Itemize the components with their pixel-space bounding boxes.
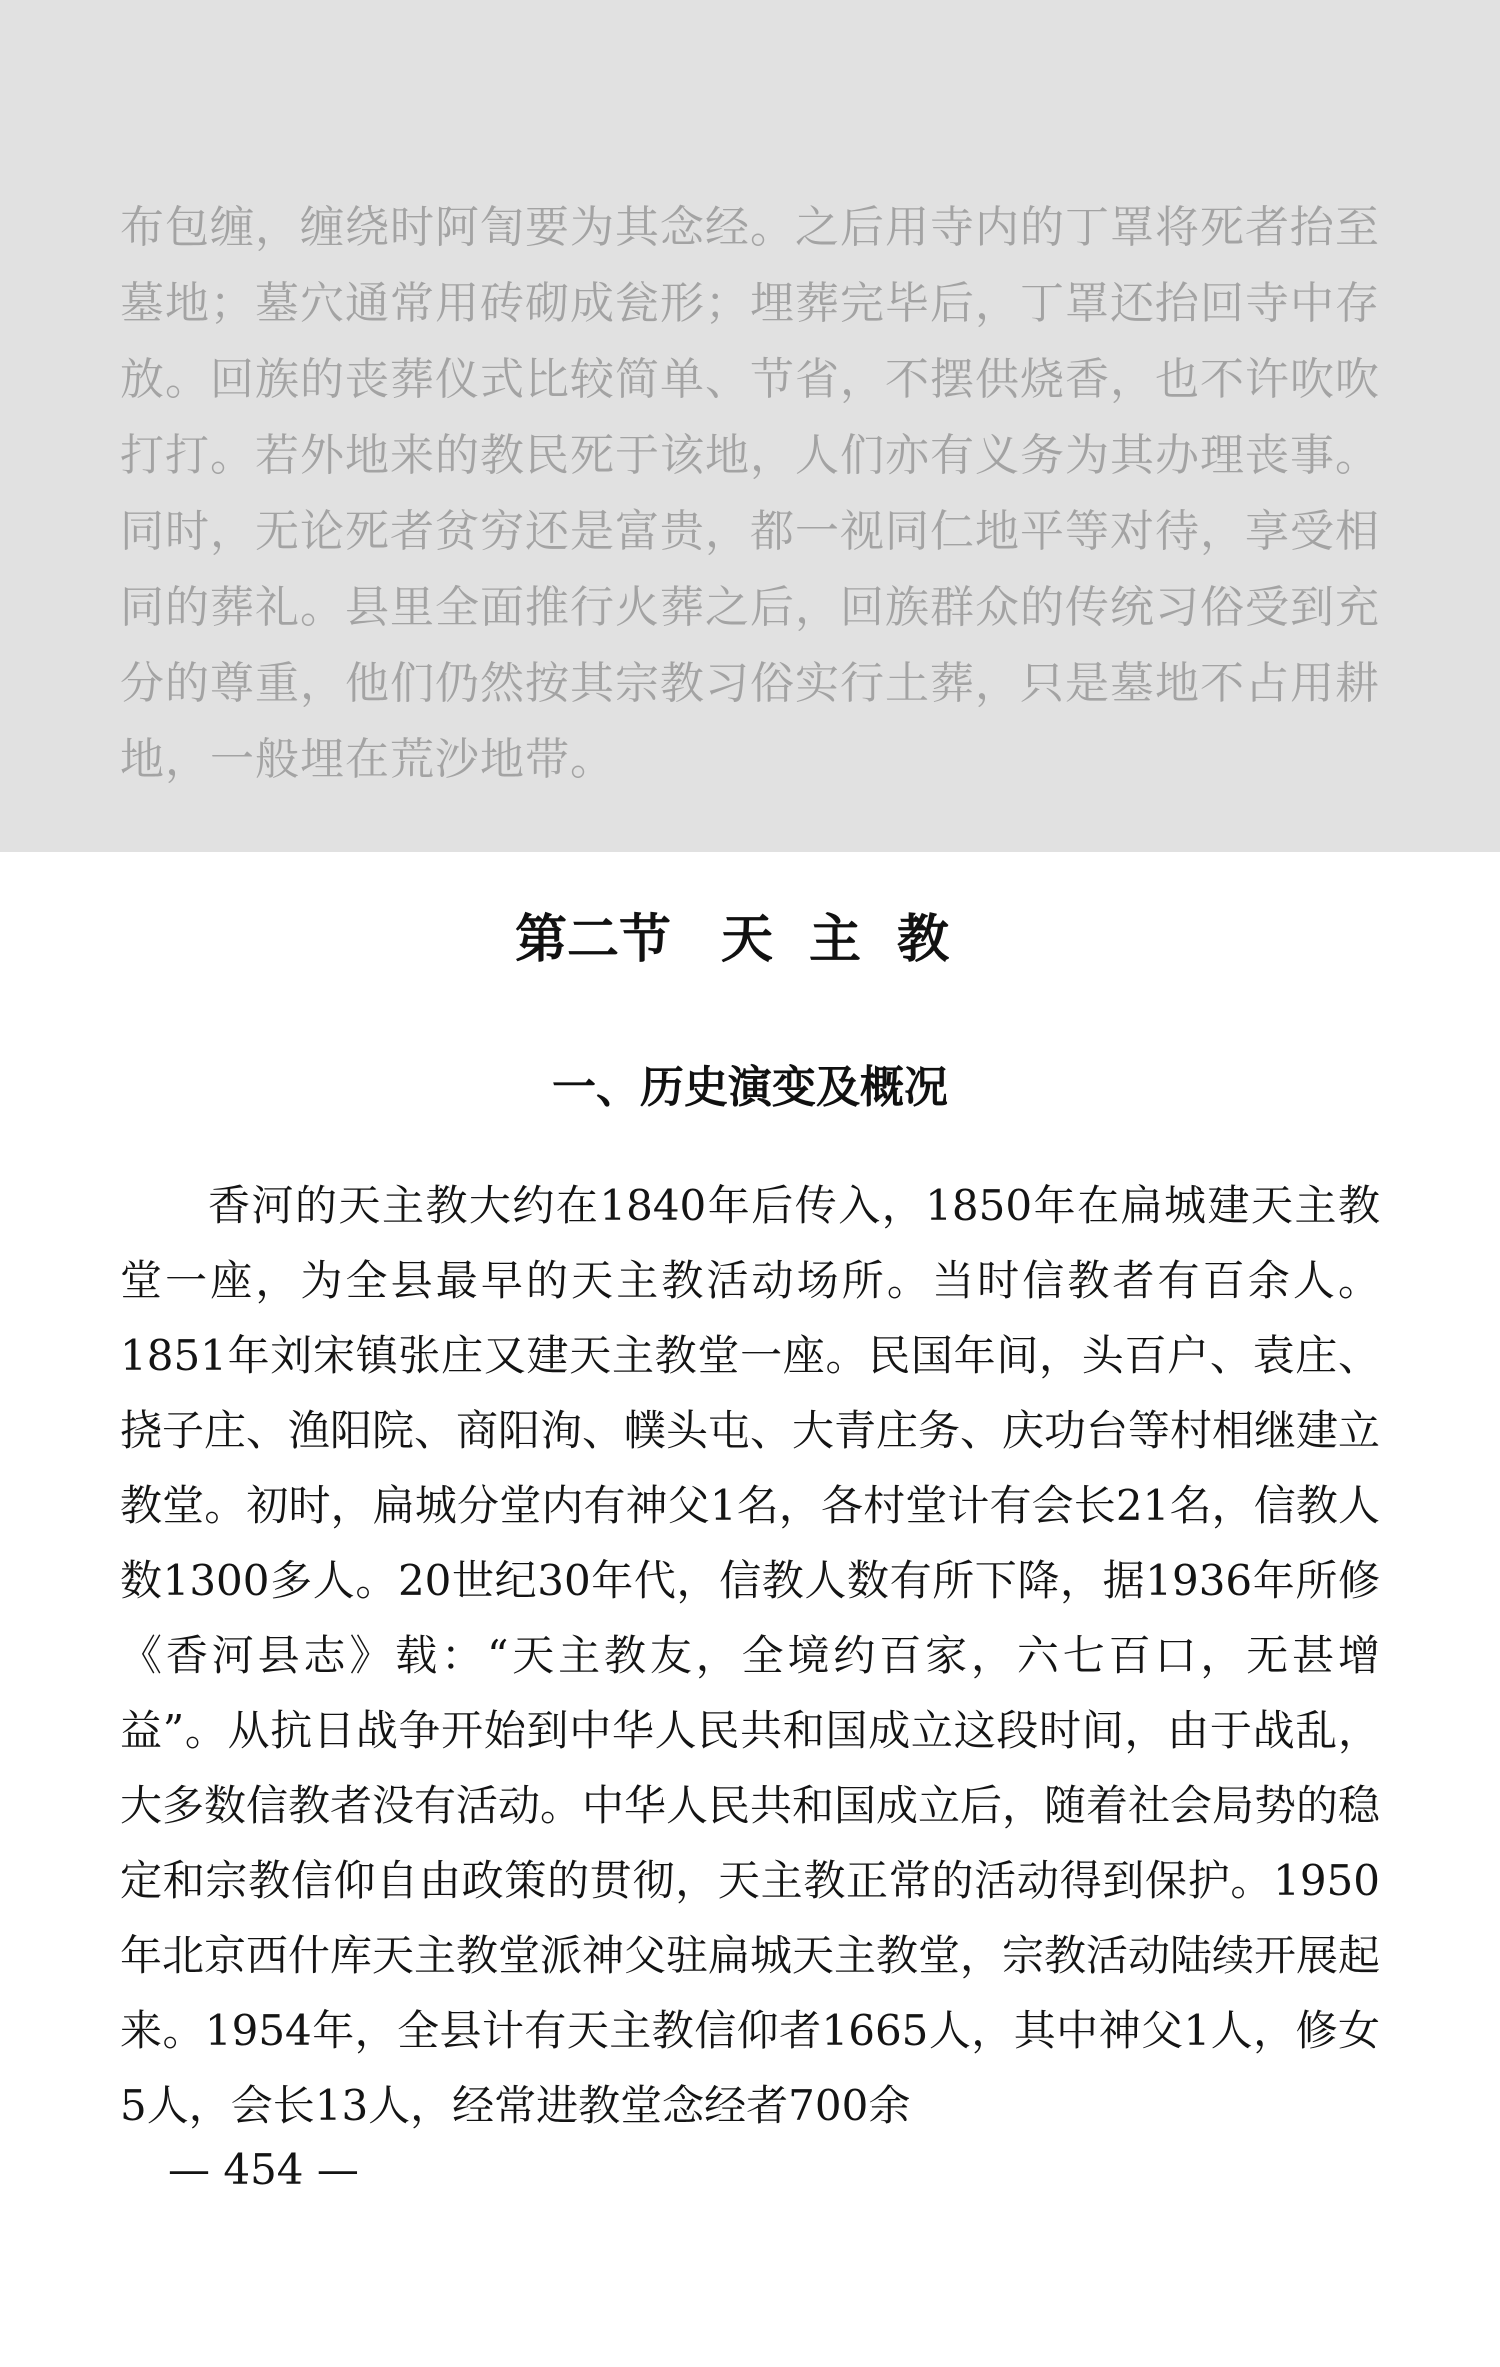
body-paragraph: 香河的天主教大约在1840年后传入，1850年在扁城建天主教堂一座，为全县最早的天主教活动场所。当时信教者有百余人。1851年刘宋镇张庄又建天主教堂一座。民国年间，头百户、袁庄、挠子庄、渔阳院、商阳洵、幞头屯、大青庄务、庆功台等村相继建立教堂。初时，扁城分堂内有神父1名，各村堂计有会长21名，信教人数1300多人。20世纪30年代，信教人数有所下降，据1936年所修《香河县志》载：“天主教友，全境约百家，六七百口，无甚增益”。从抗日战争开始到中华人民共和国成立这段时间，由于战乱，大多数信教者没有活动。中华人民共和国成立后，随着社会局势的稳定和宗教信仰自由政策的贯彻，天主教正常的活动得到保护。1950年北京西什库天主教堂派神父驻扁城天主教堂，宗教活动陆续开展起来。1954年，全县计有天主教信仰者1665人，其中神父1人，修女5人，会长13人，经常进教堂念经者700余 <box>120 1181 1381 2130</box>
section-title: 天主教 <box>721 909 986 970</box>
section-number: 第二节 <box>514 909 671 970</box>
section-heading <box>0 905 1500 975</box>
page-number: — 454 — <box>168 2145 359 2194</box>
previous-section-text: 布包缠，缠绕时阿訇要为其念经。之后用寺内的丁罩将死者抬至墓地；墓穴通常用砖砌成瓮形；埋葬完毕后，丁罩还抬回寺中存放。回族的丧葬仪式比较简单、节省，不摆供烧香，也不许吹吹打打。若外地来的教民死于该地，人们亦有义务为其办理丧事。同时，无论死者贫穷还是富贵，都一视同仁地平等对待，享受相同的葬礼。县里全面推行火葬之后，回族群众的传统习俗受到充分的尊重，他们仍然按其宗教习俗实行土葬，只是墓地不占用耕地，一般埋在荒沙地带。 <box>120 202 1380 785</box>
previous-section-block <box>0 0 1500 852</box>
subsection-heading: 一、历史演变及概况 <box>552 1062 948 1113</box>
